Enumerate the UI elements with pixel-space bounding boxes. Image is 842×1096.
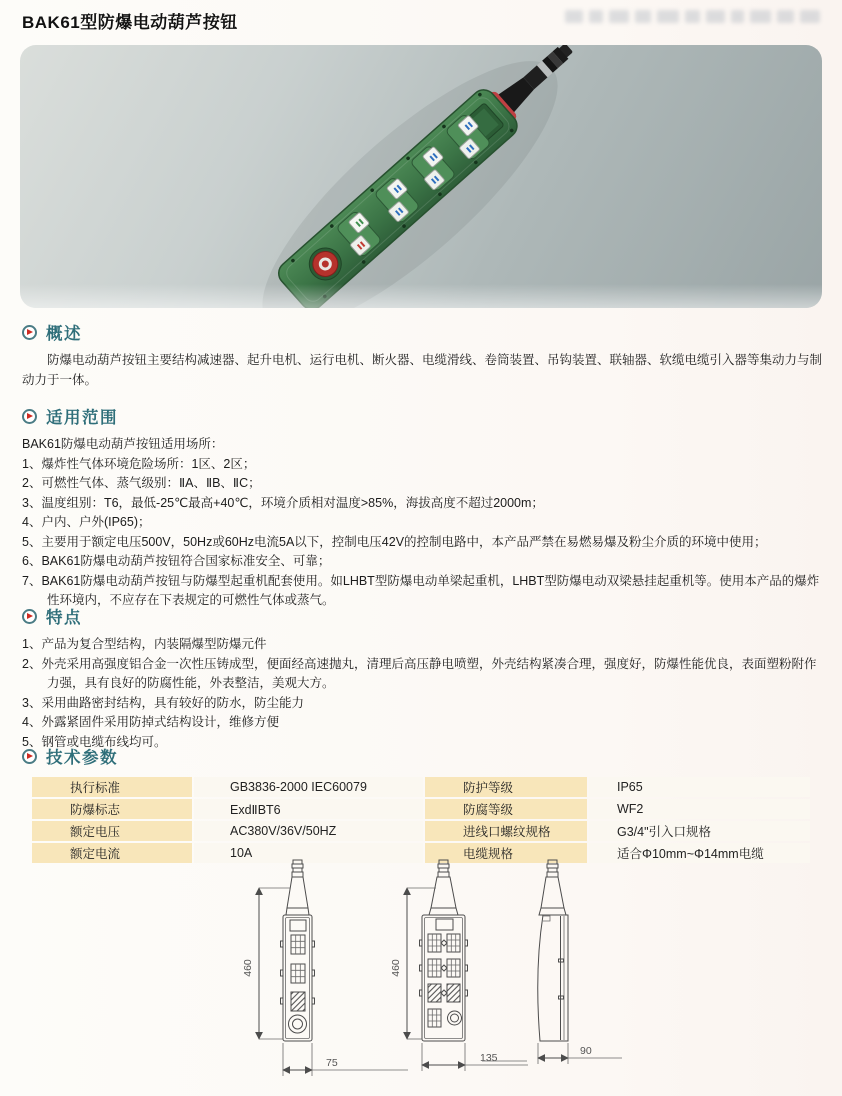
spec-label: 执行标准	[32, 777, 192, 797]
section-bullet-icon	[22, 409, 37, 424]
list-item: 3、温度组别：T6，最低-25℃最高+40℃，环境介质相对温度>85%，海拔高度不超过2000m；	[22, 495, 544, 510]
button-cells	[428, 934, 462, 1027]
button-cells	[291, 935, 305, 1011]
bleed-block	[731, 10, 744, 23]
specs-table-body	[32, 777, 810, 863]
list-item: 1、爆炸性气体环境危险场所：1区、2区；	[22, 456, 256, 471]
table-row	[32, 799, 810, 819]
spec-value: IP65	[589, 777, 810, 797]
spec-label: 防护等级	[425, 777, 587, 797]
cable-top	[286, 860, 309, 915]
drawing-front-wide	[390, 860, 528, 1071]
bleed-block	[750, 10, 771, 23]
drawing-front-narrow	[242, 860, 408, 1076]
spec-label: 防腐等级	[425, 799, 587, 819]
body-outline	[538, 915, 568, 1041]
bleed-block	[565, 10, 583, 23]
overview-paragraph: 防爆电动葫芦按钮主要结构减速器、起升电机、运行电机、断火器、电缆滑线、卷筒装置、吊钩装置、联轴器、软缆电缆引入器等集动力与制动力于一体。	[22, 353, 823, 387]
spec-label: 进线口螺纹规格	[425, 821, 587, 841]
section-title-scope: 适用范围	[46, 409, 118, 427]
list-item: 5、主要用于额定电压500V，50Hz或60Hz电流5A以下，控制电压42V的控制电路中，本产品严禁在易燃易爆及粉尘介质的环境中使用；	[22, 534, 767, 549]
features-list	[22, 635, 822, 752]
section-bullet-icon	[22, 609, 37, 624]
page-title: BAK61型防爆电动葫芦按钮	[22, 13, 238, 32]
list-item: 6、BAK61防爆电动葫芦按钮符合国家标准安全、可靠；	[22, 554, 331, 568]
bleed-block	[685, 10, 700, 23]
dim-width	[482, 1043, 622, 1064]
dim-width-label: 90	[580, 1045, 592, 1057]
section-header	[22, 320, 822, 344]
section-header	[22, 404, 822, 428]
section-bullet-icon	[22, 325, 37, 340]
section-header	[22, 744, 822, 768]
dim-width-label: 135	[480, 1052, 498, 1064]
cable-top	[429, 860, 458, 915]
play-triangle-icon	[27, 753, 33, 759]
drawings-svg	[230, 856, 630, 1094]
estop-outline	[289, 1015, 307, 1033]
dim-width	[283, 1043, 408, 1076]
product-photo	[20, 45, 822, 308]
play-triangle-icon	[27, 613, 33, 619]
spec-label: 电缆规格	[425, 843, 587, 863]
table-row	[32, 821, 810, 841]
list-item: 1、产品为复合型结构，内装隔爆型防爆元件	[22, 637, 267, 651]
drawing-side-view	[482, 860, 622, 1064]
body-outline	[283, 915, 312, 1041]
dim-width	[422, 1043, 528, 1071]
dim-height	[390, 888, 436, 1039]
play-triangle-icon	[27, 329, 33, 335]
list-item: 5、钢管或电缆布线均可。	[22, 734, 167, 749]
spec-value: 10A	[194, 843, 423, 863]
print-bleed-artifact	[565, 10, 820, 23]
bleed-block	[609, 10, 629, 23]
label-window	[436, 919, 453, 930]
list-item: 4、户内、户外(IP65)；	[22, 515, 151, 529]
list-item: 3、采用曲路密封结构，具有较好的防水，防尘能力	[22, 695, 304, 710]
list-item: 4、外露紧固件采用防掉式结构设计，维修方便	[22, 715, 279, 729]
list-item: 2、可燃性气体、蒸气级别：ⅡA、ⅡB、ⅡC；	[22, 476, 261, 490]
bleed-block	[657, 10, 679, 23]
spec-value: 适合Φ10mm~Φ14mm电缆	[589, 843, 810, 863]
label-window	[290, 920, 306, 931]
section-title-specs: 技术参数	[46, 749, 118, 767]
play-triangle-icon	[27, 413, 33, 419]
dimension-drawings	[230, 856, 630, 1096]
bleed-block	[706, 10, 725, 23]
bleed-block	[777, 10, 794, 23]
spec-value: WF2	[589, 799, 810, 819]
spec-value: GB3836-2000 IEC60079	[194, 777, 423, 797]
section-specs	[22, 744, 822, 865]
dim-width-label: 75	[326, 1057, 338, 1069]
estop-inner	[293, 1019, 303, 1029]
top-notch	[543, 916, 550, 921]
bleed-block	[589, 10, 603, 23]
spec-label: 防爆标志	[32, 799, 192, 819]
section-header	[22, 604, 822, 628]
dim-height-label: 460	[242, 959, 254, 977]
spec-value: G3/4"引入口规格	[589, 821, 810, 841]
spec-label: 额定电压	[32, 821, 192, 841]
list-item: 2、外壳采用高强度铝合金一次性压铸成型，便面经高速抛丸，清理后高压静电喷塑，外壳结构紧凑合理，强度好，防爆性能优良，表面塑粉附作力强，具有良好的防腐性能，外表整洁，美观大方。	[22, 656, 817, 690]
section-features	[22, 604, 822, 752]
spec-value: ExdⅡBT6	[194, 799, 423, 819]
body-inner-line	[425, 918, 463, 1039]
bleed-block	[800, 10, 820, 23]
specs-table	[30, 775, 812, 865]
pendant-illustration	[20, 45, 822, 308]
section-scope	[22, 404, 822, 611]
table-row	[32, 777, 810, 797]
section-title-overview: 概述	[46, 325, 82, 343]
section-overview	[22, 320, 822, 390]
bleed-block	[635, 10, 651, 23]
scope-list	[22, 455, 822, 611]
spec-value: AC380V/36V/50HZ	[194, 821, 423, 841]
list-item: 7、BAK61防爆电动葫芦按钮与防爆型起重机配套使用。如LHBT型防爆电动单梁起重机，LHBT型防爆电动双梁悬挂起重机等。使用本产品的爆炸性环境内，不应存在下表规定的可燃性气体或蒸气。	[22, 573, 820, 607]
spec-label: 额定电流	[32, 843, 192, 863]
cable-top	[539, 860, 566, 915]
scope-intro: BAK61防爆电动葫芦按钮适用场所：	[22, 437, 224, 451]
dim-height-label: 460	[390, 959, 402, 977]
section-title-features: 特点	[46, 609, 82, 627]
section-bullet-icon	[22, 749, 37, 764]
